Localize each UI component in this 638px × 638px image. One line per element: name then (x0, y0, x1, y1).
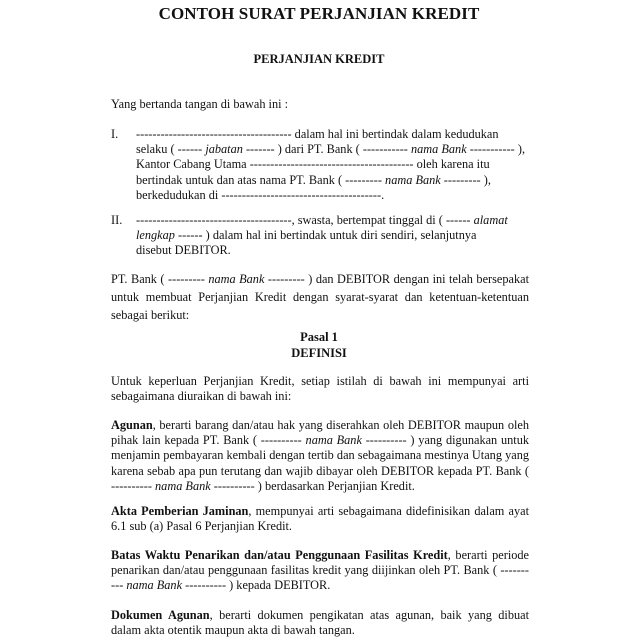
party-line: --------------------------------------, swasta, bertempat tinggal di ( ------ alamat (136, 213, 508, 227)
definition-item: Akta Pemberian Jaminan, mempunyai arti sebagaimana didefinisikan dalam ayat 6.1 sub (a) Pasal 6 Perjanjian Kredit. (111, 504, 529, 534)
definition-item: Agunan, berarti barang dan/atau hak yang diserahkan oleh DEBITOR maupun oleh pihak lain kepada PT. Bank ( ---------- nama Bank ---------- ) yang digunakan untuk menjamin pembayaran kembali dengan tertib dan sebagaimana mestinya Utang yang karena sebab apa pun terutang dan wajib dibayar oleh DEBITOR kepada PT. Bank ( ---------- nama Bank ---------- ) berdasarkan Perjanjian Kredit. (111, 418, 529, 493)
party-line: lengkap ------ ) dalam hal ini bertindak untuk diri sendiri, selanjutnya (136, 228, 477, 243)
party-body (136, 213, 529, 259)
document-subtitle: PERJANJIAN KREDIT (253, 52, 385, 66)
pasal-heading: DEFINISI (291, 346, 347, 360)
definition-term: Agunan (111, 418, 153, 432)
party-line: Kantor Cabang Utama ---------------------------------------- oleh karena itu (136, 157, 490, 172)
definition-intro: Untuk keperluan Perjanjian Kredit, setiap istilah di bawah ini mempunyai arti sebagaimana diuraikan di bawah ini: (111, 374, 529, 404)
definition-term: Akta Pemberian Jaminan (111, 504, 249, 518)
definition-item: Batas Waktu Penarikan dan/atau Penggunaan Fasilitas Kredit, berarti periode penarikan dan/atau penggunaan fasilitas kredit yang diijinkan oleh PT. Bank ( ---------- nama Bank ---------- ) kepada DEBITOR. (111, 548, 530, 593)
pasal-number: Pasal 1 (300, 330, 338, 344)
party-body (136, 127, 529, 203)
party-number: I. (111, 127, 119, 141)
party-line: disebut DEBITOR. (136, 243, 231, 258)
definition-term: Dokumen Agunan (111, 608, 210, 622)
party-line: -------------------------------------- dalam hal ini bertindak dalam kedudukan (136, 127, 499, 141)
definition-item: Dokumen Agunan, berarti dokumen pengikatan atas agunan, baik yang dibuat dalam akta otentik maupun akta di bawah tangan. (111, 608, 529, 638)
intro-text: Yang bertanda tangan di bawah ini : (111, 97, 289, 111)
definition-term: Batas Waktu Penarikan dan/atau Penggunaan Fasilitas Kredit (111, 548, 448, 562)
party-one (111, 127, 529, 203)
party-line: berkedudukan di ---------------------------------------. (136, 187, 385, 202)
party-line: selaku ( ------ jabatan ------- ) dari PT. Bank ( ----------- nama Bank ----------- ), (136, 142, 526, 157)
party-two (111, 213, 529, 259)
party-line: bertindak untuk dan atas nama PT. Bank ( --------- nama Bank --------- ), (136, 172, 491, 187)
agreement-text: PT. Bank ( --------- nama Bank --------- ) dan DEBITOR dengan ini telah bersepakat untuk membuat Perjanjian Kredit dengan syarat-syarat dan ketentuan-ketentuan sebagai berikut: (111, 272, 529, 322)
document-title: CONTOH SURAT PERJANJIAN KREDIT (158, 4, 480, 23)
party-number: II. (111, 213, 123, 227)
